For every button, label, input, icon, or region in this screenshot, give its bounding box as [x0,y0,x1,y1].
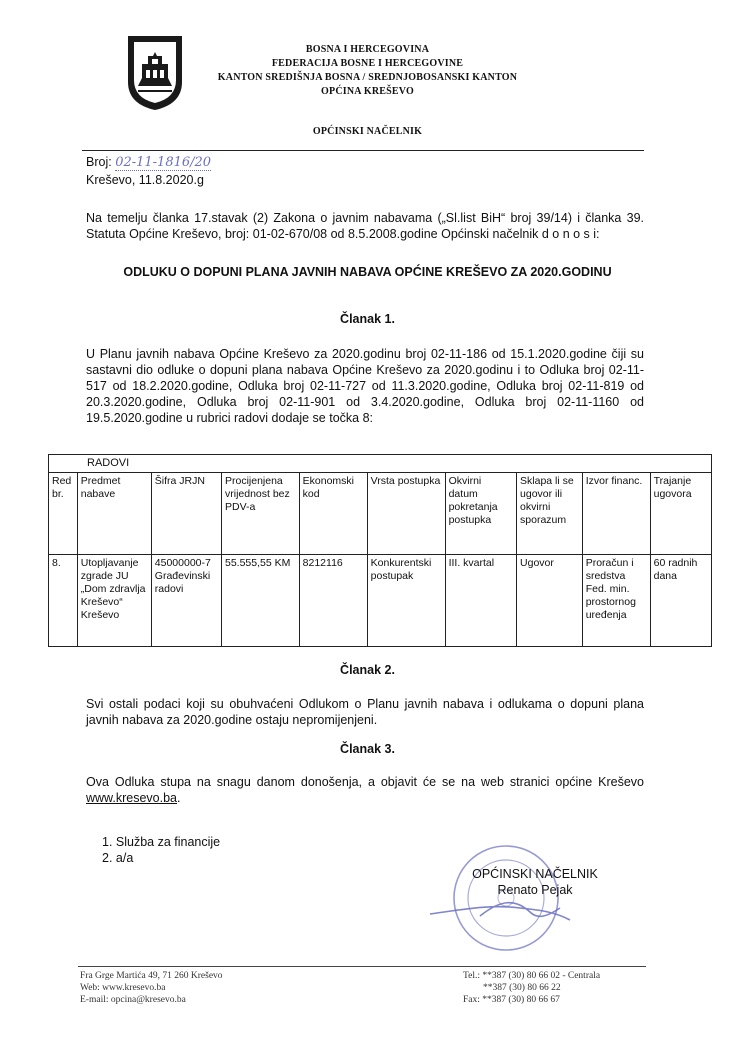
header-cell: Izvor financ. [582,473,650,555]
row-cell: 45000000-7 Građevinski radovi [151,555,221,647]
broj-handwritten: 02-11-1816/20 [115,155,212,170]
handwritten-signature-icon [420,890,580,930]
article-1-heading: Članak 1. [340,312,395,326]
table-row [49,555,712,647]
intro-paragraph: Na temelju članka 17.stavak (2) Zakona o javnim nabavama („Sl.list BiH“ broj 39/14) i članka 39. Statuta Općine Kreševo, broj: 01-02-670/08 od 8.5.2008.godine Općinski načelnik d o n o s i: [86,211,644,241]
row-cell: 60 radnih dana [650,555,711,647]
table-header-row [49,473,712,555]
row-cell: Konkurentski postupak [367,555,445,647]
header-line-municipality: OPĆINA KREŠEVO [321,86,414,97]
header-cell: Sklapa li se ugovor ili okvirni sporazum [517,473,583,555]
signatory-title: OPĆINSKI NAČELNIK [472,867,598,881]
footer-fax: Fax: **387 (30) 80 66 67 [463,995,560,1005]
header-divider [82,150,644,151]
reference-number [86,155,211,170]
header-cell: Predmet nabave [77,473,151,555]
article-3-text [86,774,644,806]
header-cell: Šifra JRJN [151,473,221,555]
signatory-name: Renato Pejak [497,883,573,897]
article-2-text: Svi ostali podaci koji su obuhvaćeni Odlukom o Planu javnih nabava i odlukama o dopuni plana javnih nabava za 2020.godine ostaju nepromijenjeni. [86,697,644,727]
table-caption: RADOVI [49,455,712,473]
footer-contact-right [463,970,600,1006]
header-cell: Procijenjena vrijednost bez PDV-a [221,473,299,555]
header-cell: Okvirni datum pokretanja postupka [445,473,516,555]
website-link[interactable]: www.kresevo.ba [86,791,178,805]
footer-tel-1: Tel.: **387 (30) 80 66 02 - Centrala [463,971,601,981]
footer-contact-left [80,970,223,1006]
table-caption-row [49,455,712,473]
row-cell: 55.555,55 KM [221,555,299,647]
place-date: Kreševo, 11.8.2020.g [86,173,204,187]
document-title: ODLUKU O DOPUNI PLANA JAVNIH NABAVA OPĆINE KREŠEVO ZA 2020.GODINU [123,265,612,279]
footer-address: Fra Grge Martića 49, 71 260 Kreševo [80,971,223,981]
row-cell: Utopljavanje zgrade JU „Dom zdravlja Kreševo“ Kreševo [77,555,151,647]
footer-divider [78,966,646,967]
list-item: 1. Služba za financije [102,835,221,849]
row-cell: 8212116 [299,555,367,647]
article-3-text-body: Ova Odluka stupa na snagu danom donošenja, a objavit će se na web stranici općine Kreševo [86,775,644,789]
header-line-canton: KANTON SREDIŠNJA BOSNA / SREDNJOBOSANSKI KANTON [217,72,518,83]
header-cell: Vrsta postupka [367,473,445,555]
header-cell: Trajanje ugovora [650,473,711,555]
list-item: 2. a/a [102,851,134,865]
broj-label: Broj: [86,155,112,169]
row-cell: III. kvartal [445,555,516,647]
header-line-federation: FEDERACIJA BOSNE I HERCEGOVINE [271,58,464,69]
article-3-text-end: . [177,791,181,805]
distribution-list [102,834,220,866]
header-cell: Red br. [49,473,78,555]
footer-web: Web: www.kresevo.ba [80,983,166,993]
radovi-table [48,454,712,647]
header-cell: Ekonomski kod [299,473,367,555]
footer-email: E-mail: opcina@kresevo.ba [80,995,186,1005]
row-cell: 8. [49,555,78,647]
article-3-heading: Članak 3. [340,742,395,756]
article-2-heading: Članak 2. [340,663,395,677]
footer-tel-2: **387 (30) 80 66 22 [483,983,561,993]
article-1-text: U Planu javnih nabava Općine Kreševo za 2020.godinu broj 02-11-186 od 15.1.2020.godine čiji su sastavni dio odluke o dopuni plana nabava Općine Kreševo za 2020.godinu i to Odluka broj 02-11-517 od 18.2.2020.godine, Odluka broj 02-11-727 od 11.3.2020.godine, Odluka broj 02-11-819 od 20.3.2020.godine, Odluka broj 02-11-901 od 3.4.2020.godine, Odluka broj 02-11-1160 od 19.5.2020.godine u rubrici radovi dodaje se točka 8: [86,347,644,425]
office-title: OPĆINSKI NAČELNIK [312,126,423,137]
row-cell: Ugovor [517,555,583,647]
row-cell: Proračun i sredstva Fed. min. prostornog uređenja [582,555,650,647]
header-line-country: BOSNA I HERCEGOVINA [305,44,430,55]
